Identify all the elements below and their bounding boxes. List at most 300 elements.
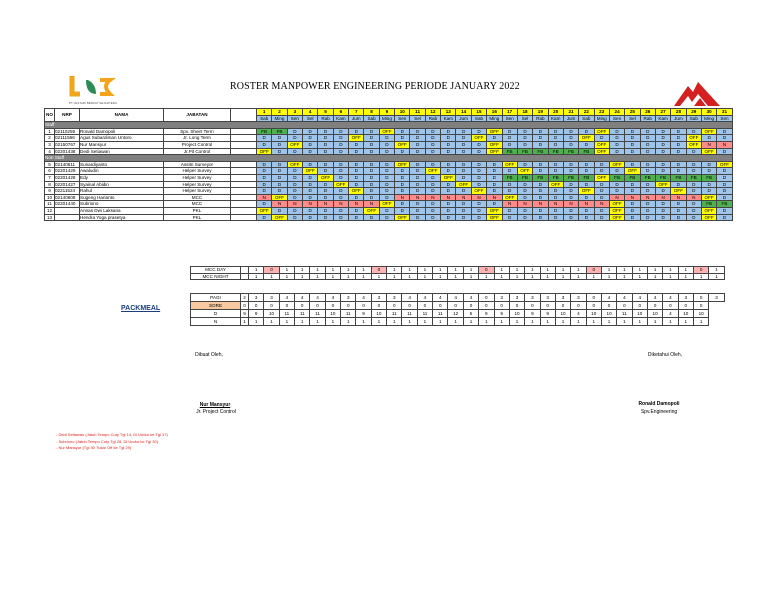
shift-cell: OFF <box>287 161 302 168</box>
mcc-value: 1 <box>417 273 432 280</box>
shift-cell: D <box>441 207 456 214</box>
shift-cell: D <box>625 141 640 148</box>
shift-cell: D <box>441 188 456 195</box>
packmeal-row-label: PAGI <box>191 294 241 302</box>
shift-cell: D <box>594 168 609 175</box>
mcc-value: 0 <box>264 267 279 274</box>
shift-cell: D <box>303 181 318 188</box>
day-name: Jum <box>456 115 471 122</box>
shift-cell: D <box>287 188 302 195</box>
shift-cell: D <box>533 128 548 135</box>
shift-cell: OFF <box>487 128 502 135</box>
shift-cell: D <box>303 128 318 135</box>
shift-cell: D <box>441 128 456 135</box>
table-row <box>45 135 733 142</box>
row-jabatan: MCC <box>164 201 231 208</box>
shift-cell: D <box>640 207 655 214</box>
row-no: 2 <box>45 135 55 142</box>
shift-cell: OFF <box>579 188 594 195</box>
shift-cell: D <box>364 188 379 195</box>
shift-cell: D <box>517 141 532 148</box>
shift-cell: D <box>410 128 425 135</box>
shift-cell: D <box>349 161 364 168</box>
row-nrp: 02150767 <box>55 141 80 148</box>
shift-cell: D <box>456 128 471 135</box>
shift-cell: D <box>395 188 410 195</box>
shift-cell: D <box>671 128 686 135</box>
mcc-value: 1 <box>693 273 708 280</box>
shift-cell: D <box>425 174 440 181</box>
shift-cell: D <box>579 141 594 148</box>
shift-cell: D <box>717 188 732 195</box>
shift-cell: N <box>364 201 379 208</box>
shift-cell: D <box>594 207 609 214</box>
row-nrp: 02201438 <box>55 148 80 155</box>
shift-cell: D <box>686 128 701 135</box>
mcc-value: 1 <box>509 267 524 274</box>
shift-cell: D <box>471 207 486 214</box>
packmeal-value: 1 <box>693 318 708 326</box>
shift-cell: D <box>640 148 655 155</box>
mcc-value: 1 <box>402 267 417 274</box>
shift-cell: D <box>349 181 364 188</box>
packmeal-value: 5 <box>463 310 478 318</box>
packmeal-value: 4 <box>310 294 325 302</box>
packmeal-value: 1 <box>463 318 478 326</box>
mcc-value: 1 <box>555 273 570 280</box>
shift-cell: N <box>594 201 609 208</box>
shift-cell: D <box>701 188 716 195</box>
packmeal-value: 1 <box>356 318 371 326</box>
mcc-value: 1 <box>617 267 632 274</box>
shift-cell: D <box>379 174 394 181</box>
mcc-value: 1 <box>525 267 540 274</box>
shift-cell: OFF <box>701 128 716 135</box>
mcc-row-label: MCC DAY <box>191 267 241 274</box>
row-spacer <box>231 201 257 208</box>
shift-cell: D <box>579 207 594 214</box>
shift-cell: D <box>257 188 272 195</box>
shift-cell: D <box>517 128 532 135</box>
shift-cell: D <box>456 214 471 221</box>
row-no: 10 <box>45 194 55 201</box>
day-number: 13 <box>441 109 456 116</box>
shift-cell: FB <box>502 174 517 181</box>
row-spacer <box>231 148 257 155</box>
packmeal-value: 1 <box>433 318 448 326</box>
day-name: Sel <box>517 115 532 122</box>
shift-cell: D <box>379 214 394 221</box>
packmeal-value: 11 <box>617 310 632 318</box>
day-name: Kam <box>333 115 348 122</box>
packmeal-value: 1 <box>264 318 279 326</box>
shift-cell: D <box>609 181 624 188</box>
row-nrp: 02140611 <box>55 161 80 168</box>
shift-cell: D <box>410 214 425 221</box>
mcc-value: 1 <box>463 267 478 274</box>
shift-cell: D <box>517 161 532 168</box>
packmeal-value: 0 <box>463 302 478 310</box>
shift-cell: OFF <box>502 194 517 201</box>
shift-cell: D <box>701 135 716 142</box>
shift-cell: D <box>517 207 532 214</box>
shift-cell: D <box>502 141 517 148</box>
shift-cell: D <box>456 135 471 142</box>
mcc-value: 1 <box>356 273 371 280</box>
day-name: Sab <box>471 115 486 122</box>
packmeal-value: 4 <box>433 294 448 302</box>
table-row <box>45 188 733 195</box>
packmeal-title: PACKMEAL <box>121 305 161 312</box>
mcc-value: 1 <box>571 273 586 280</box>
shift-cell: N <box>318 201 333 208</box>
mcc-value: 1 <box>433 267 448 274</box>
row-jabatan: Jr. Long Term <box>164 135 231 142</box>
packmeal-value: 0 <box>601 302 616 310</box>
mcc-value: 1 <box>601 273 616 280</box>
shift-cell: D <box>655 135 670 142</box>
packmeal-value: 1 <box>295 318 310 326</box>
shift-cell: D <box>333 188 348 195</box>
shift-cell: D <box>441 135 456 142</box>
row-no: 6 <box>45 168 55 175</box>
shift-cell: D <box>272 174 287 181</box>
day-number: 18 <box>517 109 532 116</box>
shift-cell: D <box>671 207 686 214</box>
shift-cell: D <box>625 207 640 214</box>
packmeal-value: 1 <box>387 318 402 326</box>
shift-cell: D <box>548 135 563 142</box>
mcc-value: 1 <box>494 267 509 274</box>
roster-table <box>44 108 733 221</box>
row-nrp: 02201427 <box>55 181 80 188</box>
row-nama: Rahul <box>80 188 164 195</box>
day-number: 22 <box>579 109 594 116</box>
shift-cell: N <box>257 194 272 201</box>
shift-cell: D <box>625 201 640 208</box>
shift-cell: OFF <box>502 161 517 168</box>
shift-cell: D <box>364 214 379 221</box>
shift-cell: FB <box>272 128 287 135</box>
day-number: 27 <box>655 109 670 116</box>
mcc-value: 1 <box>264 273 279 280</box>
shift-cell: N <box>395 194 410 201</box>
shift-cell: OFF <box>671 188 686 195</box>
day-number: 30 <box>701 109 716 116</box>
shift-cell: D <box>257 168 272 175</box>
packmeal-row-label: SORE <box>191 302 241 310</box>
packmeal-value: 0 <box>387 302 402 310</box>
packmeal-value: 0 <box>479 302 494 310</box>
mcc-value: 1 <box>249 273 264 280</box>
shift-cell: D <box>487 201 502 208</box>
table-row <box>45 214 733 221</box>
shift-cell: D <box>257 214 272 221</box>
row-no: 13 <box>45 214 55 221</box>
shift-cell: D <box>686 168 701 175</box>
shift-cell: OFF <box>379 201 394 208</box>
packmeal-value: 0 <box>279 302 294 310</box>
row-nama: Hendra Yoga prasetya <box>80 214 164 221</box>
shift-cell: N <box>563 201 578 208</box>
shift-cell: OFF <box>609 201 624 208</box>
day-number: 9 <box>379 109 394 116</box>
row-no: 4 <box>45 148 55 155</box>
mcc-row-label: MCC NIGHT <box>191 273 241 280</box>
shift-cell: D <box>395 128 410 135</box>
shift-cell: OFF <box>425 168 440 175</box>
shift-cell: D <box>533 207 548 214</box>
packmeal-value: 0 <box>693 294 708 302</box>
packmeal-value: 3 <box>540 294 555 302</box>
day-name: Sab <box>257 115 272 122</box>
shift-cell: D <box>349 168 364 175</box>
shift-cell: D <box>625 128 640 135</box>
shift-cell: FB <box>548 174 563 181</box>
shift-cell: D <box>272 148 287 155</box>
shift-cell: D <box>349 148 364 155</box>
shift-cell: N <box>487 194 502 201</box>
shift-cell: D <box>701 161 716 168</box>
packmeal-value: 3 <box>249 294 264 302</box>
mcc-value: 1 <box>249 267 264 274</box>
shift-cell: D <box>272 141 287 148</box>
shift-cell: D <box>487 174 502 181</box>
row-spacer <box>231 188 257 195</box>
shift-cell: D <box>364 168 379 175</box>
row-nama: Edy <box>80 174 164 181</box>
shift-cell: D <box>625 188 640 195</box>
shift-cell: OFF <box>609 161 624 168</box>
packmeal-value: 4 <box>663 310 678 318</box>
shift-cell: D <box>425 161 440 168</box>
shift-cell: D <box>318 181 333 188</box>
shift-cell: D <box>395 148 410 155</box>
shift-cell: D <box>686 201 701 208</box>
row-nama: Ronald Damopoli <box>80 128 164 135</box>
packmeal-value: 9 <box>479 310 494 318</box>
shift-cell: D <box>303 174 318 181</box>
shift-cell: OFF <box>594 128 609 135</box>
day-number: 24 <box>609 109 624 116</box>
shift-cell: D <box>333 128 348 135</box>
shift-cell: D <box>517 194 532 201</box>
table-row <box>45 141 733 148</box>
shift-cell: D <box>609 141 624 148</box>
packmeal-value: 10 <box>555 310 570 318</box>
shift-cell: OFF <box>364 207 379 214</box>
mcc-spacer <box>241 267 249 274</box>
shift-cell: OFF <box>579 135 594 142</box>
packmeal-value: 0 <box>448 302 463 310</box>
shift-cell: N <box>456 194 471 201</box>
row-nama: Sunardiyanto <box>80 161 164 168</box>
packmeal-value: 0 <box>678 302 693 310</box>
packmeal-value: 10 <box>586 310 601 318</box>
day-name: Sel <box>625 115 640 122</box>
packmeal-value: 9 <box>494 310 509 318</box>
shift-cell: D <box>671 161 686 168</box>
row-no: 1 <box>45 128 55 135</box>
shift-cell: OFF <box>395 161 410 168</box>
shift-cell: FB <box>701 201 716 208</box>
shift-cell: D <box>609 148 624 155</box>
row-nama: Nur Mansyur <box>80 141 164 148</box>
shift-cell: D <box>425 141 440 148</box>
shift-cell: D <box>287 194 302 201</box>
packmeal-value: 10 <box>601 310 616 318</box>
shift-cell: D <box>671 168 686 175</box>
packmeal-value: 11 <box>387 310 402 318</box>
day-number: 25 <box>625 109 640 116</box>
packmeal-value: 0 <box>494 302 509 310</box>
shift-cell: OFF <box>272 194 287 201</box>
shift-cell: D <box>502 207 517 214</box>
shift-cell: OFF <box>395 214 410 221</box>
shift-cell: D <box>441 214 456 221</box>
packmeal-value: 4 <box>663 294 678 302</box>
day-number: 14 <box>456 109 471 116</box>
packmeal-value: 0 <box>295 302 310 310</box>
mcc-value: 1 <box>678 267 693 274</box>
shift-cell: OFF <box>257 207 272 214</box>
shift-cell: D <box>594 161 609 168</box>
packmeal-value: 1 <box>586 318 601 326</box>
shift-cell: D <box>533 161 548 168</box>
shift-cell: OFF <box>257 148 272 155</box>
shift-cell: D <box>579 168 594 175</box>
shift-cell: D <box>717 148 732 155</box>
shift-cell: N <box>533 201 548 208</box>
day-name: Sel <box>410 115 425 122</box>
packmeal-value: 3 <box>264 294 279 302</box>
shift-cell: D <box>686 207 701 214</box>
shift-cell: D <box>425 214 440 221</box>
shift-cell: OFF <box>303 168 318 175</box>
shift-cell: D <box>655 128 670 135</box>
shift-cell: D <box>502 181 517 188</box>
shift-cell: OFF <box>717 161 732 168</box>
packmeal-value: 11 <box>310 310 325 318</box>
shift-cell: D <box>471 148 486 155</box>
shift-cell: D <box>257 201 272 208</box>
shift-cell: D <box>579 214 594 221</box>
shift-cell: D <box>333 207 348 214</box>
shift-cell: D <box>349 141 364 148</box>
shift-cell: OFF <box>609 214 624 221</box>
mcc-value: 1 <box>463 273 478 280</box>
shift-cell: D <box>303 188 318 195</box>
mcc-value: 1 <box>586 273 601 280</box>
shift-cell: D <box>563 168 578 175</box>
mcc-value: 1 <box>647 273 662 280</box>
shift-cell: D <box>671 135 686 142</box>
shift-cell: OFF <box>701 148 716 155</box>
shift-cell: OFF <box>686 135 701 142</box>
mcc-value: 0 <box>479 267 494 274</box>
shift-cell: D <box>717 214 732 221</box>
packmeal-value: 10 <box>647 310 662 318</box>
packmeal-value: 1 <box>249 318 264 326</box>
column-header-nrp: NRP <box>55 109 80 122</box>
shift-cell: D <box>655 207 670 214</box>
packmeal-value: 1 <box>555 318 570 326</box>
shift-cell: D <box>287 214 302 221</box>
left-signature-caption: Dibuat Oleh, <box>195 352 223 358</box>
shift-cell: OFF <box>318 174 333 181</box>
right-signature-role: Spv.Engineering <box>640 409 678 415</box>
shift-cell: FB <box>533 148 548 155</box>
shift-cell: D <box>287 181 302 188</box>
row-nama: Sugeng Harianto <box>80 194 164 201</box>
shift-cell: D <box>425 128 440 135</box>
shift-cell: D <box>303 194 318 201</box>
mcc-value: 1 <box>402 273 417 280</box>
packmeal-value: 11 <box>417 310 432 318</box>
shift-cell: OFF <box>487 214 502 221</box>
packmeal-value: 0 <box>249 302 264 310</box>
day-name: Kam <box>441 115 456 122</box>
column-header-jabatan: JABATAN <box>164 109 231 122</box>
table-row <box>45 194 733 201</box>
shift-cell: OFF <box>471 135 486 142</box>
shift-cell: D <box>364 181 379 188</box>
column-header-no: NO <box>45 109 55 122</box>
shift-cell: OFF <box>701 214 716 221</box>
shift-cell: D <box>640 201 655 208</box>
shift-cell: D <box>333 161 348 168</box>
shift-cell: D <box>441 161 456 168</box>
day-name: Sen <box>502 115 517 122</box>
shift-cell: N <box>303 201 318 208</box>
shift-cell: D <box>594 188 609 195</box>
shift-cell: D <box>717 128 732 135</box>
shift-cell: D <box>410 181 425 188</box>
row-no: 9 <box>45 188 55 195</box>
shift-cell: OFF <box>548 181 563 188</box>
shift-cell: D <box>318 207 333 214</box>
day-name: Jum <box>671 115 686 122</box>
shift-cell: D <box>257 161 272 168</box>
shift-cell: FB <box>579 148 594 155</box>
shift-cell: D <box>686 148 701 155</box>
shift-cell: N <box>671 194 686 201</box>
packmeal-value: 1 <box>341 318 356 326</box>
shift-cell: D <box>640 181 655 188</box>
shift-cell: N <box>579 201 594 208</box>
day-number: 8 <box>364 109 379 116</box>
shift-cell: FB <box>517 174 532 181</box>
shift-cell: N <box>655 194 670 201</box>
shift-cell: D <box>395 174 410 181</box>
day-name: Sen <box>717 115 732 122</box>
note-item: - Subriono (Jatuh Tempo Cuty Tgl 28, Di Undur ke Tgl 30) <box>56 438 159 444</box>
day-number: 26 <box>640 109 655 116</box>
packmeal-value: 3 <box>525 294 540 302</box>
shift-cell: OFF <box>349 188 364 195</box>
packmeal-value: 0 <box>693 302 708 310</box>
day-number: 29 <box>686 109 701 116</box>
mcc-value: 1 <box>647 267 662 274</box>
day-number: 16 <box>487 109 502 116</box>
shift-cell: D <box>471 141 486 148</box>
day-number: 28 <box>671 109 686 116</box>
mcc-value: 1 <box>279 267 294 274</box>
row-no: 5 <box>45 161 55 168</box>
day-name: Sen <box>287 115 302 122</box>
packmeal-value: 4 <box>325 294 340 302</box>
shift-cell: D <box>257 174 272 181</box>
